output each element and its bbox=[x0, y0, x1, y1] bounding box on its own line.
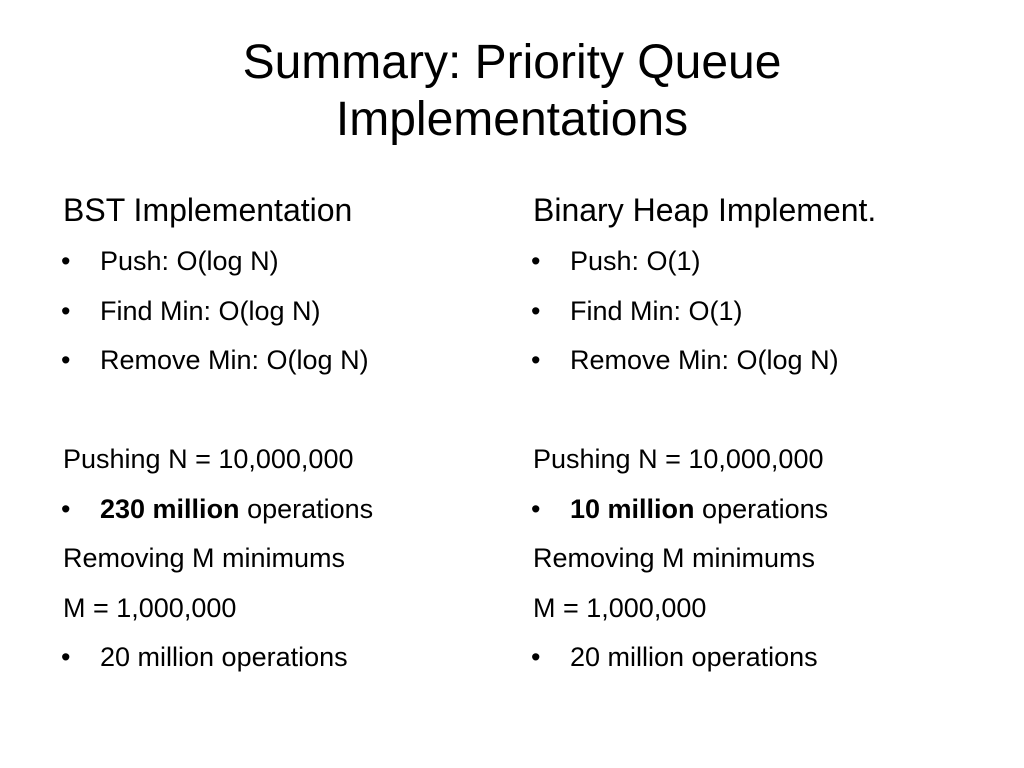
bullet-icon: • bbox=[531, 493, 541, 524]
bst-push-item bbox=[63, 237, 513, 287]
heap-remove-min-text: Remove Min: O(log N) bbox=[570, 345, 839, 375]
spacer bbox=[63, 386, 513, 436]
heap-removing-line: Removing M minimums bbox=[533, 543, 816, 573]
bullet-icon: • bbox=[531, 345, 541, 375]
heap-remove-min-item bbox=[533, 336, 983, 386]
bullet-icon: • bbox=[61, 246, 71, 276]
heap-remove-ops-text: 20 million operations bbox=[570, 642, 818, 672]
heap-push-ops-count: 10 million bbox=[570, 493, 695, 524]
bst-find-min-text: Find Min: O(log N) bbox=[100, 295, 321, 326]
bst-remove-ops-text: 20 million operations bbox=[100, 642, 348, 672]
heap-push-ops-item bbox=[533, 485, 983, 535]
bst-remove-ops-item bbox=[63, 633, 513, 683]
slide-title-line-2: Implementations bbox=[335, 93, 689, 146]
bst-pushing-line: Pushing N = 10,000,000 bbox=[63, 444, 354, 474]
heap-remove-ops-item bbox=[533, 633, 983, 683]
bst-removing-line: Removing M minimums bbox=[63, 543, 346, 573]
bst-remove-min-item bbox=[63, 336, 513, 386]
heap-m-line: M = 1,000,000 bbox=[533, 592, 707, 623]
bst-push-ops-label: operations bbox=[239, 493, 374, 524]
bst-column bbox=[63, 183, 513, 683]
bullet-icon: • bbox=[61, 642, 71, 672]
bst-push-text: Push: O(log N) bbox=[100, 246, 279, 276]
spacer bbox=[533, 386, 983, 436]
bullet-icon: • bbox=[531, 246, 541, 276]
heap-pushing-line: Pushing N = 10,000,000 bbox=[533, 444, 824, 474]
bst-remove-min-text: Remove Min: O(log N) bbox=[100, 345, 369, 375]
bst-find-min-item bbox=[63, 287, 513, 337]
bst-push-ops-item bbox=[63, 485, 513, 535]
bullet-icon: • bbox=[61, 295, 71, 326]
bst-push-ops-count: 230 million bbox=[100, 493, 240, 524]
bullet-icon: • bbox=[61, 493, 71, 524]
heap-push-item bbox=[533, 237, 983, 287]
bullet-icon: • bbox=[531, 295, 541, 326]
heap-push-text: Push: O(1) bbox=[570, 246, 701, 276]
heap-column bbox=[533, 183, 983, 683]
heap-find-min-item bbox=[533, 287, 983, 337]
bullet-icon: • bbox=[61, 345, 71, 375]
heap-push-ops-label: operations bbox=[694, 493, 829, 524]
slide-title bbox=[0, 34, 1024, 148]
bst-heading: BST Implementation bbox=[63, 192, 353, 228]
heap-heading: Binary Heap Implement. bbox=[533, 192, 877, 228]
bullet-icon: • bbox=[531, 642, 541, 672]
heap-find-min-text: Find Min: O(1) bbox=[570, 295, 743, 326]
slide-title-line-1: Summary: Priority Queue bbox=[242, 36, 782, 89]
bst-m-line: M = 1,000,000 bbox=[63, 592, 237, 623]
